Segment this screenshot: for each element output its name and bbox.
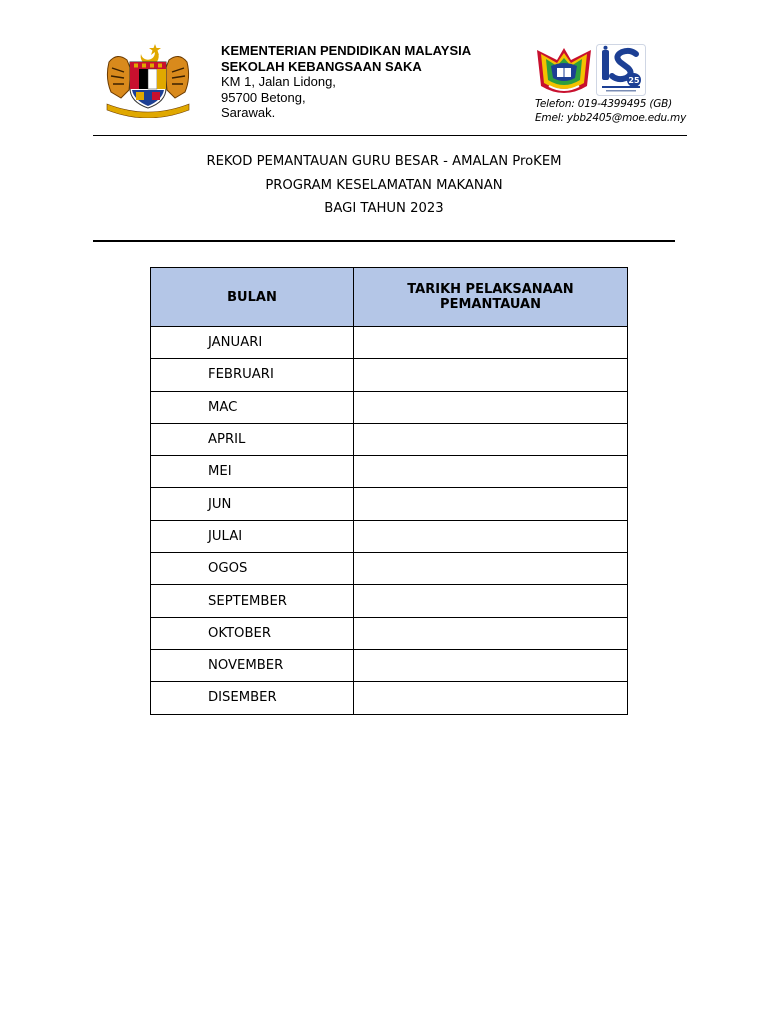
phone-number: Telefon: 019-4399495 (GB) (535, 98, 673, 110)
table-row (151, 649, 628, 681)
month-cell: OGOS (151, 553, 354, 585)
table-row (151, 553, 628, 585)
monitoring-record-table (150, 267, 628, 715)
table-row (151, 682, 628, 714)
title-divider (93, 240, 675, 242)
header-date (354, 268, 628, 327)
table-header-row (151, 268, 628, 327)
date-cell[interactable] (354, 520, 628, 552)
address-line-2: 95700 Betong, (221, 89, 306, 105)
table-row (151, 520, 628, 552)
malaysia-coat-of-arms-logo (103, 42, 193, 118)
month-cell: APRIL (151, 423, 354, 455)
address-line-1: KM 1, Jalan Lidong, (221, 74, 336, 89)
month-cell: FEBRUARI (151, 359, 354, 391)
table-row (151, 423, 628, 455)
date-cell[interactable] (354, 391, 628, 423)
table-row (151, 488, 628, 520)
table-row (151, 456, 628, 488)
header-divider (93, 135, 687, 136)
date-cell[interactable] (354, 456, 628, 488)
table-row (151, 585, 628, 617)
header-date-line-1: TARIKH PELAKSANAAN (407, 282, 574, 297)
date-cell[interactable] (354, 649, 628, 681)
email-address: Emel: ybb2405@moe.edu.my (535, 112, 687, 124)
month-cell: SEPTEMBER (151, 585, 354, 617)
month-cell: DISEMBER (151, 682, 354, 714)
school-name: SEKOLAH KEBANGSAAN SAKA (221, 58, 422, 74)
address-line-3: Sarawak. (221, 105, 276, 120)
table-row (151, 327, 628, 359)
date-cell[interactable] (354, 423, 628, 455)
month-cell: MAC (151, 391, 354, 423)
date-cell[interactable] (354, 617, 628, 649)
document-title (0, 150, 768, 221)
letterhead (221, 43, 471, 121)
date-cell[interactable] (354, 488, 628, 520)
title-line-2: PROGRAM KESELAMATAN MAKANAN (265, 177, 503, 193)
date-cell[interactable] (354, 553, 628, 585)
date-cell[interactable] (354, 327, 628, 359)
anniversary-25-logo (596, 44, 646, 96)
ministry-name: KEMENTERIAN PENDIDIKAN MALAYSIA (221, 43, 472, 58)
title-line-1: REKOD PEMANTAUAN GURU BESAR - AMALAN ProKEM (206, 154, 562, 169)
table-row (151, 617, 628, 649)
month-cell: JULAI (151, 520, 354, 552)
date-cell[interactable] (354, 585, 628, 617)
month-cell: JUN (151, 488, 354, 520)
anniversary-number: 25 (628, 76, 640, 85)
table-row (151, 391, 628, 423)
month-cell: NOVEMBER (151, 649, 354, 681)
school-logo (535, 46, 593, 96)
month-cell: MEI (151, 456, 354, 488)
date-cell[interactable] (354, 682, 628, 714)
contact-info (535, 97, 686, 125)
date-cell[interactable] (354, 359, 628, 391)
month-cell: OKTOBER (151, 617, 354, 649)
month-cell: JANUARI (151, 327, 354, 359)
title-line-3: BAGI TAHUN 2023 (324, 201, 444, 216)
header-date-line-2: PEMANTAUAN (440, 297, 541, 312)
table-row (151, 359, 628, 391)
header-month-label: BULAN (227, 289, 277, 305)
header-month (151, 268, 354, 327)
